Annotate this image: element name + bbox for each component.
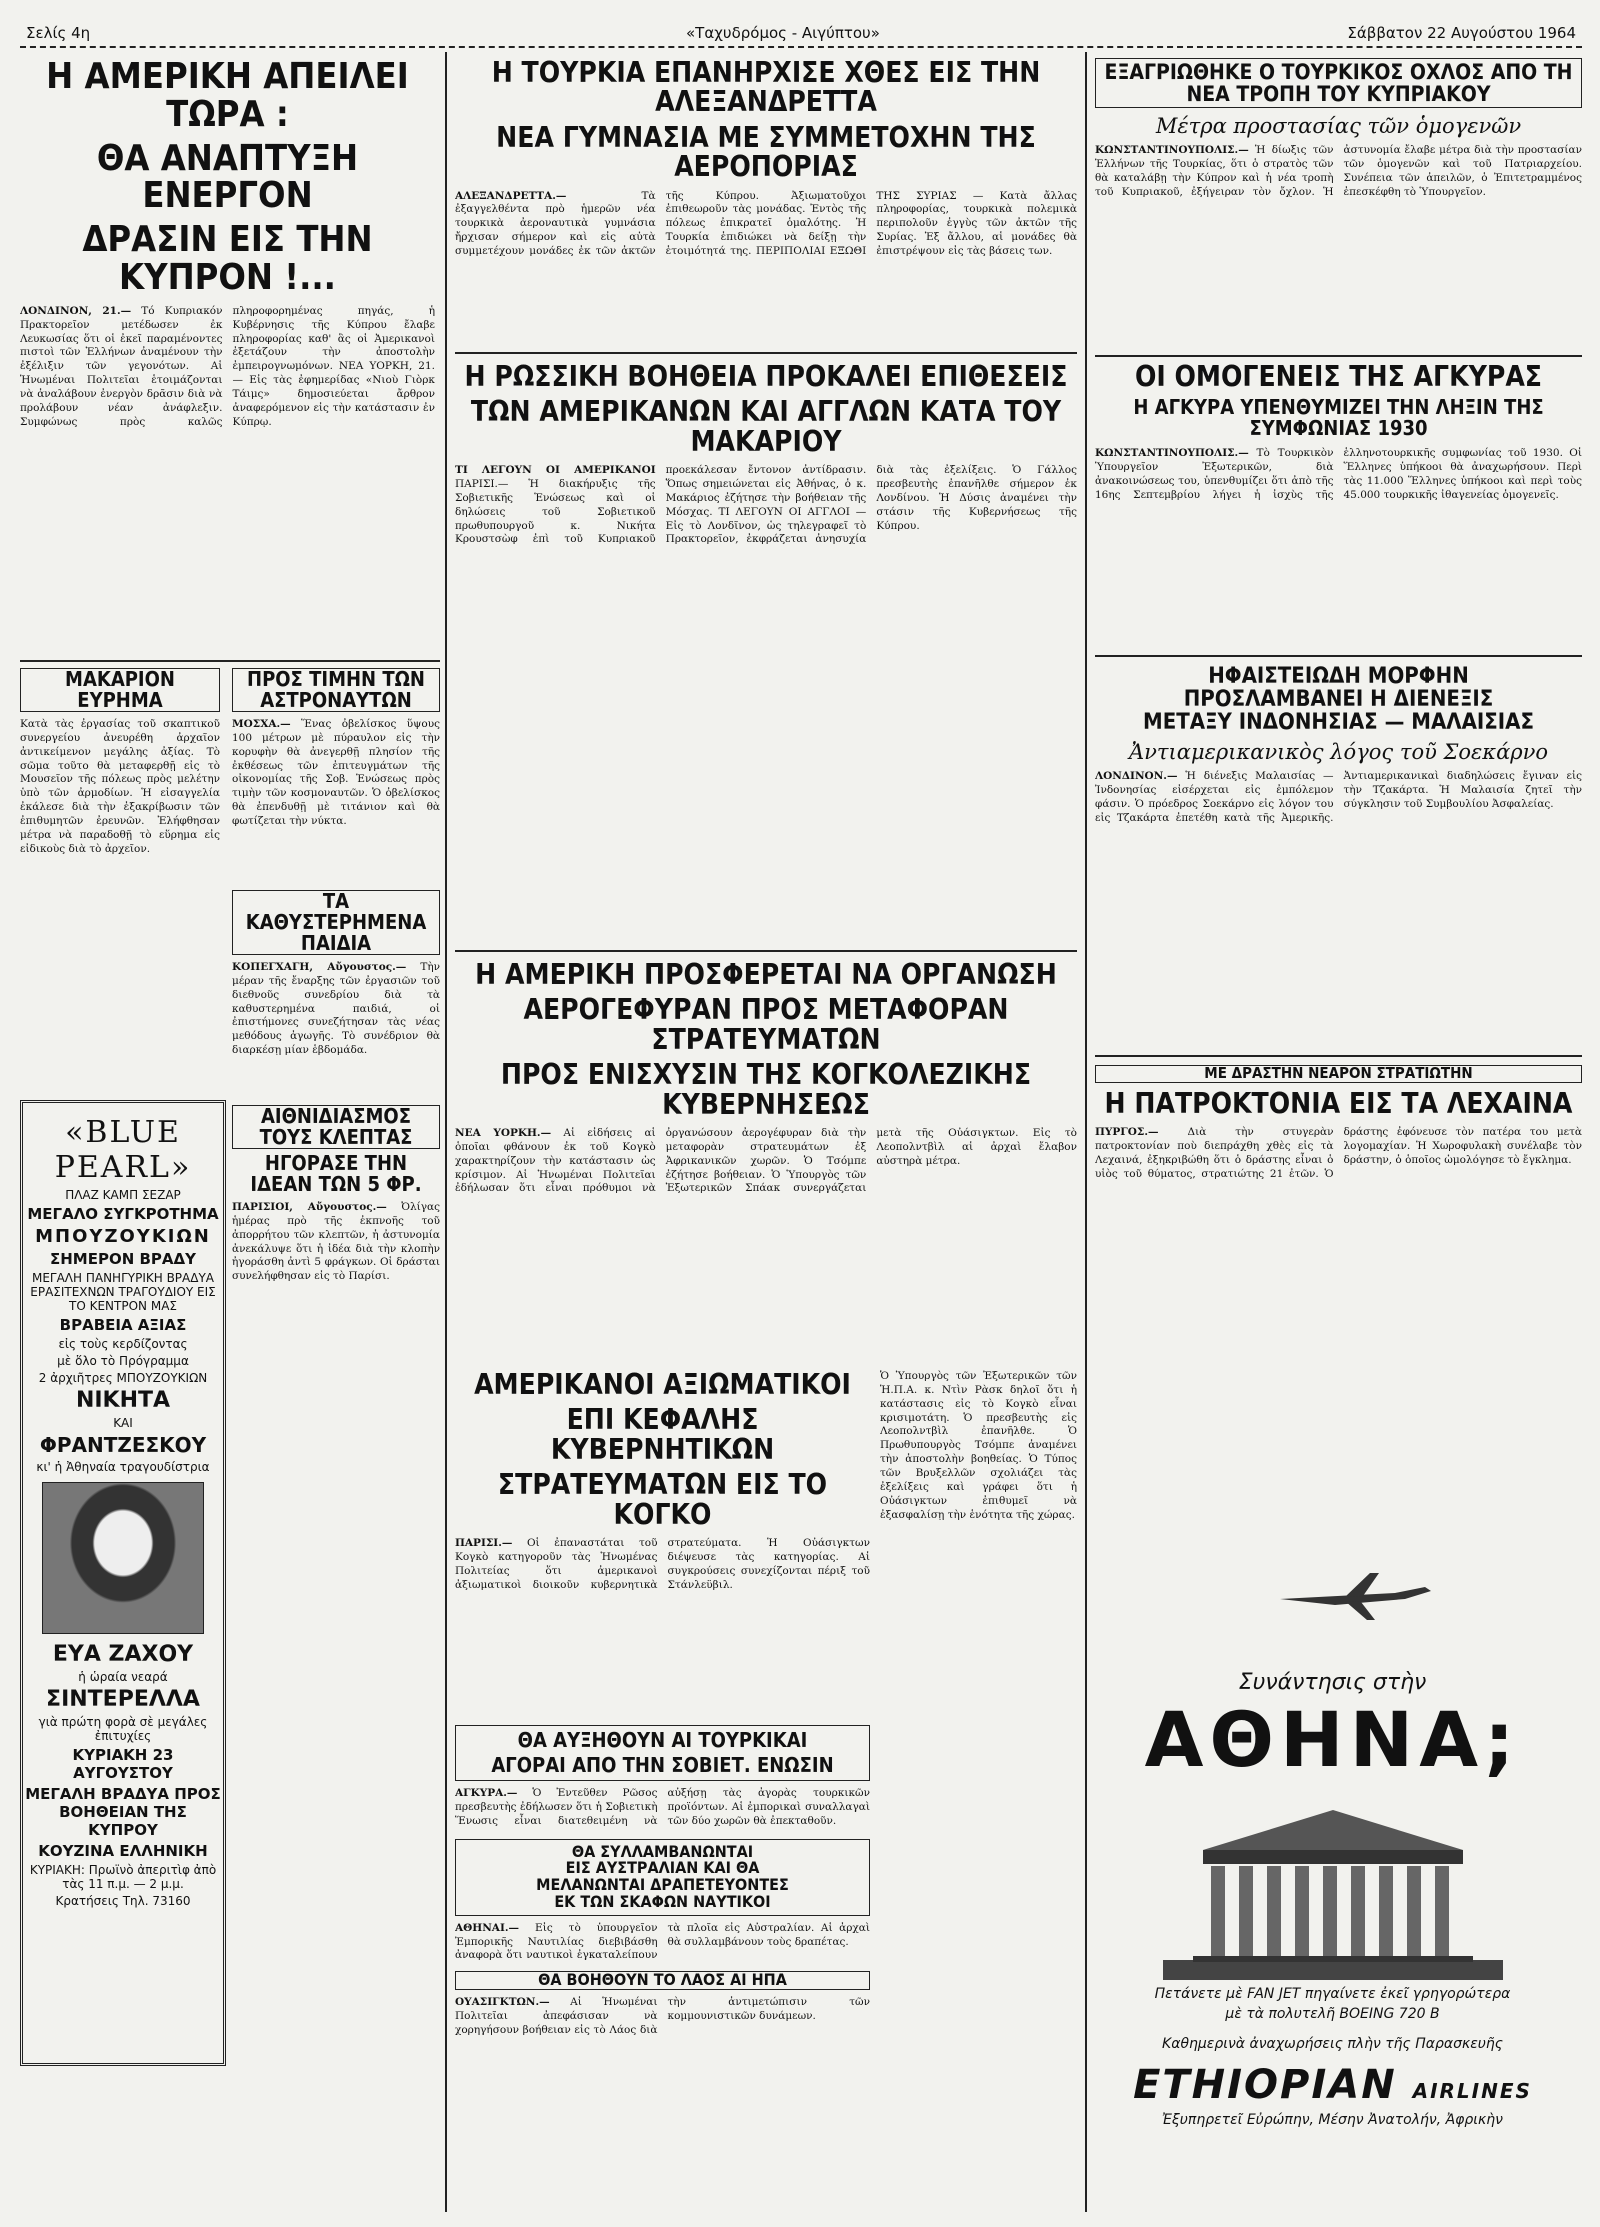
dateline: ΑΛΕΞΑΝΔΡΕΤΤΑ.— xyxy=(455,189,567,202)
headline-line-3: ΠΡΟΣ ΕΝΙΣΧΥΣΙΝ ΤΗΣ ΚΟΓΚΟΛΕΖΙΚΗΣ ΚΥΒΕΡΝΗΣΕΩΣ xyxy=(500,1058,1032,1121)
article-body xyxy=(20,305,435,430)
performer-name: ΕΥΑ ΖΑΧΟΥ xyxy=(52,1642,194,1667)
headline-line-2: ΝΕΑ ΓΥΜΝΑΣΙΑ ΜΕ ΣΥΜΜΕΤΟΧΗΝ ΤΗΣ ΑΕΡΟΠΟΡΙΑΣ xyxy=(496,120,1036,184)
masthead xyxy=(20,22,1582,48)
ad-line: ΚΥΡΙΑΚΗ 23 ΑΥΓΟΥΣΤΟΥ xyxy=(72,1746,174,1782)
dateline: ΚΩΝΣΤΑΝΤΙΝΟΥΠΟΛΙΣ.— xyxy=(1095,144,1249,157)
ad-location: ΠΛΑΖ ΚΑΜΠ ΣΕΖΑΡ xyxy=(65,1188,181,1202)
article-text: Ἡ διένεξις Μαλαισίας — Ἰνδονησίας εἰσέρχεται εἰς ἐμπόλεμον φάσιν. Ὁ πρόεδρος Σοεκάρνο εἰς λόγον του εἰς Τζακάρτα ἐπετέθη κατὰ τῆς Ἀμερικῆς. Ἀντιαμερικανικαὶ διαδηλώσεις ἔγιναν εἰς τὴν Τζακάρτα. Ἡ Μαλαισία ζητεῖ τὴν σύγκλησιν τοῦ Συμβουλίου Ἀσφαλείας. xyxy=(1095,770,1582,824)
dateline: ΛΟΝΔΙΝΟΝ.— xyxy=(1095,770,1178,783)
airplane-icon xyxy=(1275,1565,1435,1625)
headline-line-2: ΕΠΙ ΚΕΦΑΛΗΣ ΚΥΒΕΡΝΗΤΙΚΩΝ xyxy=(550,1403,775,1466)
article-body xyxy=(1095,770,1582,825)
dateline: ΝΕΑ ΥΟΡΚΗ.— xyxy=(455,1126,552,1139)
headline-line-3: ΔΡΑΣΙΝ ΕΙΣ ΤΗΝ ΚΥΠΡΟΝ !... xyxy=(82,219,373,298)
ad-line: ΚΥΡΙΑΚΗ: Πρωϊνὸ ἀπεριτὶφ ἀπὸ τὰς 11 π.μ. — 2 μ.μ. xyxy=(29,1863,217,1891)
russian-aid-article xyxy=(455,362,1077,947)
ad-city: ΑΘΗΝΑ; xyxy=(1144,1695,1521,1784)
patricide-article xyxy=(1095,1065,1582,1495)
article-body xyxy=(1095,1126,1582,1181)
headline-line-3: ΣΤΡΑΤΕΥΜΑΤΩΝ ΕΙΣ ΤΟ ΚΟΓΚΟ xyxy=(497,1468,828,1531)
headline-line: ΘΑ ΣΥΛΛΑΜΒΑΝΩΝΤΑΙ xyxy=(571,1841,754,1861)
article-text: Αἱ εἰδήσεις αἱ ὁποῖαι φθάνουν ἐκ τοῦ Κογκὸ χαρακτηρίζουν τὴν κατάστασιν ὡς κρίσιμον. Αἱ Ἡνωμέναι Πολιτεῖαι ἐδήλωσαν ὅτι εἶναι πρόθυμοι νὰ ὀργανώσουν ἀερογέφυραν διὰ τὴν μεταφορὰν στρατευμάτων ἐξ Ἀφρικανικῶν χωρῶν. Ὁ Τσόμπε ἐζήτησε βοήθειαν. Ὁ Ὑπουργὸς τῶν Ἐξωτερικῶν Σπάακ συνεργάζεται μετὰ τῆς Οὐάσιγκτων. Εἰς τὸ Λεοπολντβὶλ αἱ ἀρχαὶ ἔλαβον αὐστηρὰ μέτρα. xyxy=(455,1126,1077,1195)
children-article xyxy=(232,890,440,1095)
headline-line: ΜΕΛΑΝΩΝΤΑΙ ΔΡΑΠΕΤΕΥΟΝΤΕΣ xyxy=(536,1875,789,1895)
ad-line: ΜΕΓΑΛΗ ΠΑΝΗΓΥΡΙΚΗ ΒΡΑΔΥΑ ΕΡΑΣΙΤΕΧΝΩΝ ΤΡΑΓΟΥΔΙΟΥ ΕΙΣ ΤΟ ΚΕΝΤΡΟΝ ΜΑΣ xyxy=(30,1271,216,1313)
headline: ΑΜΕΡΙΚΑΝΟΙ ΑΞΙΩΜΑΤΙΚΟΙ xyxy=(474,1370,851,1401)
ad-line: μὲ τὰ πολυτελῆ BOEING 720 B xyxy=(1225,2006,1440,2022)
subheadline: Μέτρα προστασίας τῶν ὁμογενῶν xyxy=(1155,114,1522,139)
ad-line: ΜΕΓΑΛΗ ΒΡΑΔΥΑ ΠΡΟΣ ΒΟΗΘΕΙΑΝ ΤΗΣ ΚΥΠΡΟΥ xyxy=(25,1785,221,1839)
dateline: ΠΥΡΓΟΣ.— xyxy=(1095,1126,1159,1139)
article-body xyxy=(455,190,1077,259)
paper-name: «Ταχυδρόμος - Αιγύπτου» xyxy=(680,24,886,42)
article-text: Ὁ Ἐντεῦθεν Ρῶσος πρεσβευτὴς ἐδήλωσεν ὅτι ἡ Σοβιετικὴ Ἕνωσις εἶναι διατεθειμένη νὰ αὐξήσῃ τὰς ἀγορὰς τουρκικῶν προϊόντων. Αἱ ἐμπορικαὶ συναλλαγαὶ τῶν δύο χωρῶν θὰ ἐπεκταθοῦν. xyxy=(455,1787,870,1827)
laos-headline: ΘΑ ΒΟΗΘΟΥΝ ΤΟ ΛΑΟΣ ΑΙ ΗΠΑ xyxy=(455,1971,870,1990)
article-body xyxy=(1095,447,1582,502)
ad-line: ΣΗΜΕΡΟΝ ΒΡΑΔΥ xyxy=(49,1250,196,1268)
ad-line: ΒΡΑΒΕΙΑ ΑΞΙΑΣ xyxy=(59,1316,187,1334)
australia-headline xyxy=(455,1839,870,1916)
ad-line: Ἐξυπηρετεῖ Εὐρώπην, Μέσην Ἀνατολήν, Ἀφρικὴν xyxy=(1162,2112,1503,2128)
headline-line-2: ΤΩΝ ΑΜΕΡΙΚΑΝΩΝ ΚΑΙ ΑΓΓΛΩΝ ΚΑΤΑ ΤΟΥ ΜΑΚΑΡΙΟΥ xyxy=(470,395,1062,458)
ad-line: ΚΑΙ xyxy=(113,1416,133,1430)
blue-pearl-ad xyxy=(20,1100,226,2066)
article-body xyxy=(455,1922,870,1964)
parthenon-illustration xyxy=(1163,1790,1503,1980)
article-text: Εἰς τὸ ὑπουργεῖον Ἐμπορικῆς Ναυτιλίας διεβιβάσθη ἀναφορὰ ὅτι ναυτικοὶ ἐγκαταλείπουν τὰ πλοῖα εἰς Αὐστραλίαν. Αἱ ἀρχαὶ θὰ συλλαμβάνουν τοὺς δραπέτας. xyxy=(455,1921,870,1962)
performer-name: ΦΡΑΝΤΖΕΣΚΟΥ xyxy=(39,1433,207,1457)
astronaut-article xyxy=(232,668,440,883)
headline-line-2: ΑΓΟΡΑΙ ΑΠΟ ΤΗΝ ΣΟΒΙΕΤ. ΕΝΩΣΙΝ xyxy=(491,1753,834,1777)
dateline: ΛΟΝΔΙΝΟΝ, 21.— xyxy=(20,304,132,317)
headline-line-2: ΗΓΟΡΑΣΕ ΤΗΝ ΙΔΕΑΝ ΤΩΝ 5 ΦΡ. xyxy=(250,1151,422,1196)
officers-article xyxy=(455,1370,870,1715)
headline: ΑΙΘΝΙΔΙΑΣΜΟΣ ΤΟΥΣ ΚΛΕΠΤΑΣ xyxy=(232,1105,440,1149)
headline: ΜΑΚΑΡΙΟΝ ΕΥΡΗΜΑ xyxy=(20,668,220,712)
airlift-article xyxy=(455,960,1077,1360)
airline-logo xyxy=(1085,2062,1580,2108)
ad-line: κι' ἡ Ἀθηναία τραγουδίστρια xyxy=(36,1460,210,1474)
article-text: Ὀλίγας ἡμέρας πρὸ τῆς ἐκπνοῆς τοῦ ἀπορρήτου τῶν κλεπτῶν, ἡ ἀστυνομία ἀνεκάλυψε ὅτι ἡ ἰδέα διὰ τὴν κλοπὴν ἠγοράσθη ἀντὶ 5 φράγκων. Οἱ δράσται συνελήφθησαν εἰς τὸ Παρίσι. xyxy=(232,1201,440,1283)
article-text: Αἱ Ἡνωμέναι Πολιτεῖαι ἀπεφάσισαν νὰ χορηγήσουν βοήθειαν εἰς τὸ Λάος διὰ τὴν ἀντιμετώπισιν τῶν κομμουνιστικῶν δυνάμεων. xyxy=(455,1996,870,2036)
dateline: ΑΓΚΥΡΑ.— xyxy=(455,1787,518,1799)
ad-line: μὲ ὅλο τὸ Πρόγραμμα xyxy=(57,1354,189,1368)
headline xyxy=(455,1725,870,1781)
america-threat-article xyxy=(20,58,435,653)
ad-tagline: Συνάντησις στὴν xyxy=(1238,1670,1427,1695)
singer-photo xyxy=(42,1482,204,1634)
congo-continued-article xyxy=(880,1370,1077,2210)
performer-name: ΣΙΝΤΕΡΕΛΛΑ xyxy=(46,1687,200,1712)
article-text: Ἕνας ὀβελίσκος ὕψους 100 μέτρων μὲ πύραυλον εἰς τὴν κορυφὴν θὰ ἀνεγερθῇ πλησίον τῆς ἐκθέσεως τῶν ἐπιτευγμάτων τῆς οἰκονομίας τῆς Σοβ. Ἑνώσεως πρὸς τιμὴν τῶν κοσμοναυτῶν. Ὁ ὀβελίσκος θὰ ἐπενδυθῇ μὲ τιτάνιον καὶ θὰ φωτίζεται τὴν νύκτα. xyxy=(232,718,440,828)
thieves-article xyxy=(232,1105,440,2060)
article-body xyxy=(455,464,1077,547)
article-body xyxy=(455,1996,870,2038)
headline-line-1: ΘΑ ΑΥΞΗΘΟΥΝ ΑΙ ΤΟΥΡΚΙΚΑΙ xyxy=(517,1728,808,1752)
turkish-purchases-article xyxy=(455,1725,870,2215)
headline-line: ΕΙΣ ΑΥΣΤΡΑΛΙΑΝ ΚΑΙ ΘΑ xyxy=(565,1858,760,1878)
subheadline: Ἀντιαμερικανικὸς λόγος τοῦ Σοεκάρνο xyxy=(1128,740,1548,765)
headline: Η ΑΜΕΡΙΚΗ ΑΠΕΙΛΕΙ ΤΩΡΑ : xyxy=(46,58,409,135)
article-text: Κατὰ τὰς ἐργασίας τοῦ σκαπτικοῦ συνεργείου ἀνευρέθη ἀρχαῖον ἀντικείμενον μεγάλης ἀξίας. Τὸ σῶμα τοῦτο θὰ μεταφερθῇ εἰς τὸ Μουσεῖον τῆς πόλεως πρὸς μελέτην ὑπὸ τῶν ἀρμοδίων. Ἡ εἰσαγγελία ἐκάλεσε διὰ τὴν ἐξακρίβωσιν τῶν ἐπιθυμητῶν ἐρευνῶν. Ἐλήφθησαν μέτρα νὰ παραδοθῇ τὸ εὕρημα εἰς εἰδικοὺς διὰ τὸ ἀρχεῖον. xyxy=(20,718,220,855)
performer-name: ΝΙΚΗΤΑ xyxy=(75,1388,171,1413)
issue-date: Σάββατον 22 Αυγούστου 1964 xyxy=(1341,24,1582,42)
headline-line-2: Η ΑΓΚΥΡΑ ΥΠΕΝΘΥΜΙΖΕΙ ΤΗΝ ΛΗΞΙΝ ΤΗΣ ΣΥΜΦΩΝΙΑΣ 1930 xyxy=(1133,395,1544,441)
article-body xyxy=(232,1201,440,1284)
article-text: Διὰ τὴν στυγερὰν πατροκτονίαν ποὺ διεπράχθη χθὲς εἰς τὰ Λεχαινά, ἐξηκριβώθη ὅτι ὁ δράστης εἶναι ὁ υἱὸς τοῦ θύματος, στρατιώτης 21 ἐτῶν. Ὁ δράστης ἐφόνευσε τὸν πατέρα του μετὰ λογομαχίαν. Ἡ Χωροφυλακὴ συνέλαβε τὸν δράστην, ὁ ὁποῖος ὡμολόγησε τὸ ἔγκλημα. xyxy=(1095,1126,1582,1180)
ad-title: «BLUE PEARL» xyxy=(54,1115,192,1185)
ad-line: Κρατήσεις Τηλ. 73160 xyxy=(55,1894,191,1908)
headline: ΠΡΟΣ ΤΙΜΗΝ ΤΩΝ ΑΣΤΡΟΝΑΥΤΩΝ xyxy=(232,668,440,712)
article-body xyxy=(455,1127,1077,1196)
headline-line-2: ΠΡΟΣΛΑΜΒΑΝΕΙ Η ΔΙΕΝΕΞΙΣ xyxy=(1183,687,1494,713)
headline-line-2: ΑΕΡΟΓΕΦΥΡΑΝ ΠΡΟΣ ΜΕΤΑΦΟΡΑΝ ΣΤΡΑΤΕΥΜΑΤΩΝ xyxy=(523,993,1009,1056)
dateline: ΤΙ ΛΕΓΟΥΝ ΟΙ ΑΜΕΡΙΚΑΝΟΙ xyxy=(455,464,656,477)
dateline: ΚΟΠΕΓΧΑΓΗ, Αὔγουστος.— xyxy=(232,961,407,973)
headline: ΕΞΑΓΡΙΩΘΗΚΕ Ο ΤΟΥΡΚΙΚΟΣ ΟΧΛΟΣ ΑΠΟ ΤΗ ΝΕΑ ΤΡΟΠΗ ΤΟΥ ΚΥΠΡΙΑΚΟΥ xyxy=(1095,58,1582,108)
article-text: Τὴν μέραν τῆς ἔναρξης τῶν ἐργασιῶν τοῦ διεθνοῦς συνεδρίου διὰ τὰ καθυστερημένα παιδιά, οἱ ἐπιστήμονες συνεζήτησαν τὰς νέας μεθόδους ἀγωγῆς. Τὸ συνέδριον θὰ διαρκέσῃ μίαν ἑβδομάδα. xyxy=(232,961,440,1057)
ad-line: ΜΠΟΥΖΟΥΚΙΩΝ xyxy=(35,1226,211,1247)
article-text: Τὸ Τουρκικὸν Ὑπουργεῖον Ἐξωτερικῶν, διὰ ἀνακοινώσεως του, ὑπενθυμίζει ὅτι ἀπὸ τῆς 16ης Σεπτεμβρίου λήγει ἡ ἰσχὺς τῆς ἑλληνοτουρκικῆς συμφωνίας τοῦ 1930. Οἱ Ἕλληνες ὑπήκοοι θὰ ἀναχωρήσουν. Περὶ τὰς 11.000 Ἕλληνες ὑπήκοοι καὶ περὶ τοὺς 45.000 τουρκικῆς ἰθαγενείας ὁμογενεῖς. xyxy=(1095,447,1582,501)
ad-line: ΚΟΥΖΙΝΑ ΕΛΛΗΝΙΚΗ xyxy=(38,1842,208,1860)
ad-line: ΜΕΓΑΛΟ ΣΥΓΚΡΟΤΗΜΑ xyxy=(27,1205,219,1223)
headline: ΗΦΑΙΣΤΕΙΩΔΗ ΜΟΡΦΗΝ xyxy=(1208,665,1469,689)
turkish-mob-article xyxy=(1095,58,1582,353)
dateline: ΜΟΣΧΑ.— xyxy=(232,718,291,730)
dateline: ΠΑΡΙΣΙΟΙ, Αὔγουστος.— xyxy=(232,1201,387,1213)
dateline: ΟΥΑΣΙΓΚΤΩΝ.— xyxy=(455,1996,550,2009)
headline-line-3: ΜΕΤΑΞΥ ΙΝΔΟΝΗΣΙΑΣ — ΜΑΛΑΙΣΙΑΣ xyxy=(1143,710,1534,736)
headline-line: ΕΚ ΤΩΝ ΣΚΑΦΩΝ ΝΑΥΤΙΚΟΙ xyxy=(554,1891,771,1911)
article-body xyxy=(455,1537,870,1592)
ad-line: ἡ ὡραία νεαρά xyxy=(78,1670,168,1684)
brand-suffix: AIRLINES xyxy=(1412,2079,1532,2103)
kicker: ΜΕ ΔΡΑΣΤΗΝ ΝΕΑΡΟΝ ΣΤΡΑΤΙΩΤΗΝ xyxy=(1095,1065,1582,1083)
article-text: Τὰ ἐξαγγελθέντα πρὸ ἡμερῶν νέα τουρκικὰ ἀεροναυτικὰ γυμνάσια ἤρχισαν σήμερον καὶ εἰς αὐτὰ συμμετέχουν μονάδες ἐκ τῶν ἀκτῶν τῆς Κύπρου. Ἀξιωματοῦχοι ἐπιθεωροῦν τὰς μονάδας. Ἐντὸς τῆς πόλεως ἐπικρατεῖ ὁμαλότης. Ἡ Τουρκία ἐπιδιώκει νὰ δείξῃ τὴν ἑτοιμότητά της. ΠΕΡΙΠΟΛΙΑΙ ΕΞΩΘΙ ΤΗΣ ΣΥΡΙΑΣ — Κατὰ ἄλλας πληροφορίας, τουρκικὰ πολεμικὰ περιπολοῦν ἐγγὺς τῶν ἀκτῶν τῆς Συρίας. Ἐξ ἄλλου, αἱ μονάδες θὰ ἐπιστρέψουν εἰς τὰς βάσεις των. xyxy=(455,189,1077,257)
article-text: Οἱ ἐπαναστάται τοῦ Κογκὸ κατηγοροῦν τὰς Ἡνωμένας Πολιτείας ὅτι ἀμερικανοὶ ἀξιωματικοὶ διοικοῦν κυβερνητικὰ στρατεύματα. Ἡ Οὐάσιγκτων διέψευσε τὰς κατηγορίας. Αἱ συγκρούσεις συνεχίζονται πέριξ τοῦ Στάνλεϋβιλ. xyxy=(455,1536,870,1591)
headline-line-2: ΘΑ ΑΝΑΠΤΥΞΗ ΕΝΕΡΓΟΝ xyxy=(96,137,359,217)
indonesia-article xyxy=(1095,665,1582,1050)
alexandretta-article xyxy=(455,58,1077,348)
headline: ΟΙ ΟΜΟΓΕΝΕΙΣ ΤΗΣ ΑΓΚΥΡΑΣ xyxy=(1134,362,1543,393)
article-text: Τό Κυπριακόν Πρακτορεῖον μετέδωσεν ἐκ Λευκωσίας ὅτι οἱ ἐκεῖ παραμένοντες πιστοὶ τῶν Ἑλλήνων ἀναμένουν τὴν ἐξέλιξιν τῶν γεγονότων. Αἱ Ἡνωμέναι Πολιτεῖαι ἑτοιμάζονται νὰ ἀναλάβουν ἐνεργὸν δρᾶσιν διὰ νὰ προλάβουν νέαν ἀνάφλεξιν. Συμφώνως πρὸς καλῶς πληροφορημένας πηγάς, ἡ Κυβέρνησις τῆς Κύπρου ἔλαβε πληροφορίας καθ' ἃς οἱ Ἀμερικανοὶ ἐξετάζουν τὴν ἀποστολὴν ἐμπειρογνωμόνων. ΝΕΑ ΥΟΡΚΗ, 21.— Εἰς τὰς ἐφημερίδας «Νιοὺ Γιὸρκ Τάιμς» δημοσιεύεται ἄρθρον ἀναφερόμενον εἰς τὴν κατάστασιν ἐν Κύπρῳ. xyxy=(20,304,435,428)
article-text: Ὁ Ὑπουργὸς τῶν Ἐξωτερικῶν τῶν Ἡ.Π.Α. κ. Ντὶν Ρὰσκ δηλοῖ ὅτι ἡ κατάστασις εἰς τὸ Κογκὸ εἶναι κρισιμοτάτη. Ὁ πρεσβευτὴς εἰς Λεοπολντβὶλ ἐπανῆλθε. Ὁ Πρωθυπουργὸς Τσόμπε ἀναμένει τὴν ἀποστολὴν βοηθείας. Ὁ Τύπος τῶν Βρυξελλῶν σχολιάζει τὰς ἐξελίξεις καὶ γράφει ὅτι ἡ Οὐάσιγκτων ἐπιθυμεῖ νὰ ἐξασφαλίσῃ τὴν ἑνότητα τῆς χώρας. xyxy=(880,1370,1077,1521)
brand-name: ETHIOPIAN xyxy=(1133,2062,1397,2108)
article-body xyxy=(1095,144,1582,199)
ethiopian-airlines-ad xyxy=(1085,1545,1580,2205)
article-text: ΠΑΡΙΣΙ.— Ἡ διακήρυξις τῆς Σοβιετικῆς Ἑνώσεως καὶ οἱ δηλώσεις τοῦ Σοβιετικοῦ πρωθυπουργοῦ κ. Νικήτα Κρουστσὼφ ἐπὶ τοῦ Κυπριακοῦ προεκάλεσαν ἔντονον ἀντίδρασιν. Ὅπως σημειώνεται εἰς Ἀθήνας, ὁ κ. Μακάριος ἐζήτησε τὴν βοήθειαν τῆς Μόσχας. ΤΙ ΛΕΓΟΥΝ ΟΙ ΑΓΓΛΟΙ — Εἰς τὸ Λονδῖνον, ὡς τηλεγραφεῖ τὸ Πρακτορεῖον, ἐκφράζεται ἀνησυχία διὰ τὰς ἐξελίξεις. Ὁ Γάλλος πρεσβευτὴς ἐπανῆλθε σήμερον ἐκ Λονδίνου. Ἡ Δύσις ἀναμένει τὴν στάσιν τῆς Κυβερνήσεως τῆς Κύπρου. xyxy=(455,464,1077,546)
article-body xyxy=(455,1787,870,1829)
article-body xyxy=(232,961,440,1058)
dateline: ΑΘΗΝΑΙ.— xyxy=(455,1921,520,1934)
article-body xyxy=(232,718,440,829)
ad-line: Πετάνετε μὲ FAN JET πηγαίνετε ἐκεῖ γρηγορώτερα xyxy=(1154,1986,1511,2002)
dateline: ΚΩΝΣΤΑΝΤΙΝΟΥΠΟΛΙΣ.— xyxy=(1095,447,1249,460)
headline: Η ΡΩΣΣΙΚΗ ΒΟΗΘΕΙΑ ΠΡΟΚΑΛΕΙ ΕΠΙΘΕΣΕΙΣ xyxy=(464,362,1068,393)
ad-line: γιὰ πρώτη φορὰ σὲ μεγάλες ἐπιτυχίες xyxy=(38,1715,208,1743)
ad-line: 2 ἀρχιῆτρες ΜΠΟΥΖΟΥΚΙΩΝ xyxy=(38,1371,208,1385)
page-number: Σελίς 4η xyxy=(20,24,96,42)
headline: Η ΑΜΕΡΙΚΗ ΠΡΟΣΦΕΡΕΤΑΙ ΝΑ ΟΡΓΑΝΩΣΗ xyxy=(475,960,1057,991)
ankara-greeks-article xyxy=(1095,362,1582,652)
headline: Η ΤΟΥΡΚΙΑ ΕΠΑΝΗΡΧΙΣΕ ΧΘΕΣ ΕΙΣ ΤΗΝ ΑΛΕΞΑΝΔΡΕΤΤΑ xyxy=(491,58,1041,119)
headline: ΤΑ ΚΑΘΥΣΤΕΡΗΜΕΝΑ ΠΑΙΔΙΑ xyxy=(232,890,440,955)
headline: Η ΠΑΤΡΟΚΤΟΝΙΑ ΕΙΣ ΤΑ ΛΕΧΑΙΝΑ xyxy=(1104,1086,1573,1120)
makarios-find-article xyxy=(20,668,220,1088)
article-text: Ἡ δίωξις τῶν Ἑλλήνων τῆς Τουρκίας, ὅτι ὁ στρατὸς τῶν θὰ καταλάβῃ τὴν Κύπρον καὶ ἡ νέα τροπὴ τοῦ Κυπριακοῦ, ἐξήγειραν τὸν ὄχλον. Ἡ ἀστυνομία ἔλαβε μέτρα διὰ τὴν προστασίαν τῶν ὁμογενῶν καὶ τοῦ Πατριαρχείου. Συνέπεια τῶν ἀπειλῶν, ὁ Ἐπιτετραμμένος ἐπεσκέφθη τὸ Ὑπουργεῖον. xyxy=(1095,144,1582,198)
dateline: ΠΑΡΙΣΙ.— xyxy=(455,1536,513,1549)
ad-line: εἰς τοὺς κερδίζοντας xyxy=(58,1337,188,1351)
ad-line: Καθημερινὰ ἀναχωρήσεις πλὴν τῆς Παρασκευῆς xyxy=(1162,2036,1503,2052)
